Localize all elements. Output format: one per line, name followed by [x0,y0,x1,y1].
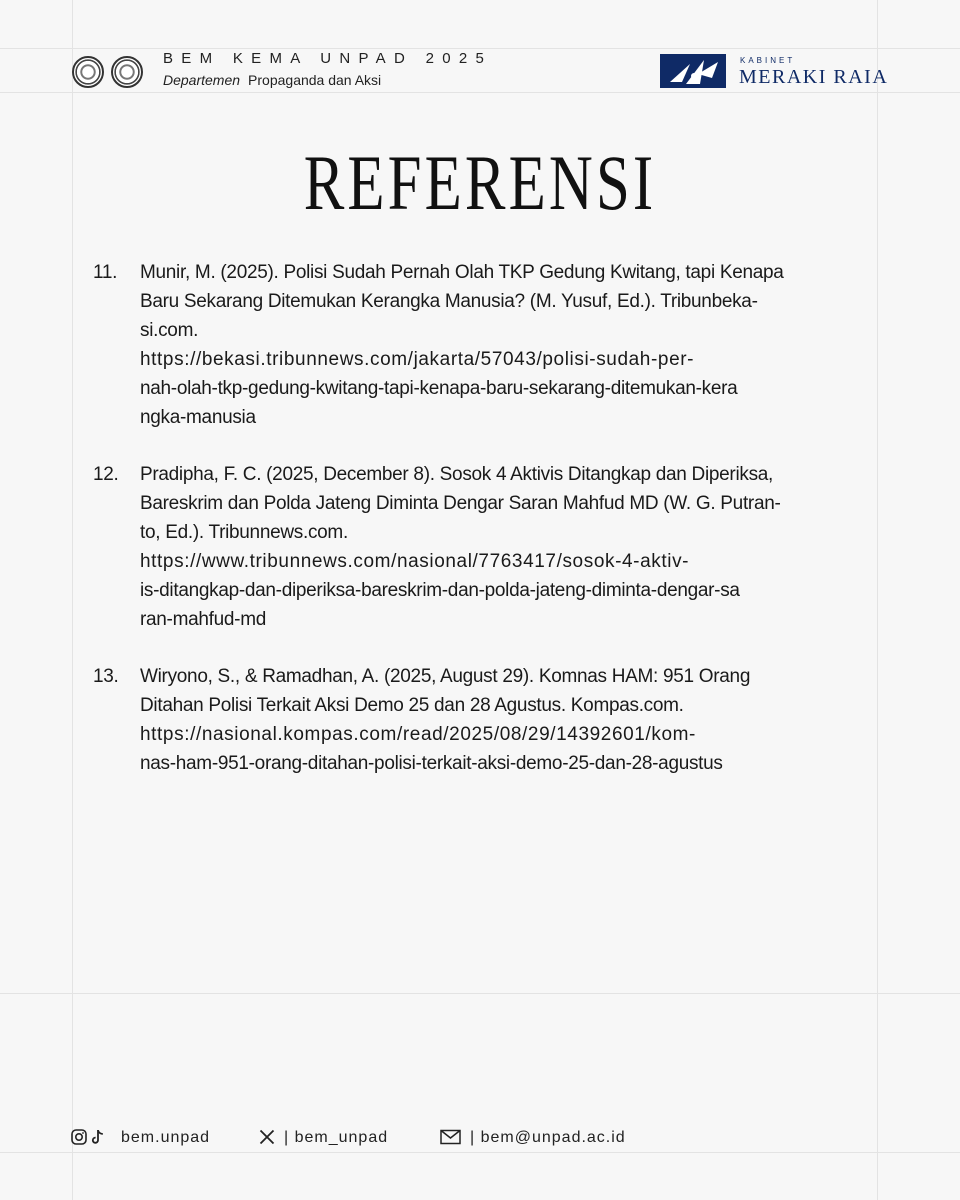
reference-url-line[interactable]: is-ditangkap-dan-diperiksa-bareskrim-dan-polda-jateng-diminta-dengar-sa [140,580,740,601]
instagram-icon[interactable] [71,1129,87,1145]
reference-text-line: Bareskrim dan Polda Jateng Diminta Dengar Saran Mahfud MD (W. G. Putran- [140,493,781,514]
reference-text-line: Baru Sekarang Ditemukan Kerangka Manusia? (M. Yusuf, Ed.). Tribunbeka- [140,291,758,312]
reference-number: 11. [93,262,118,283]
tiktok-icon[interactable] [91,1129,105,1145]
grid-line-vertical-right [877,0,878,1200]
reference-number: 12. [93,464,119,485]
reference-text-line: si.com. [140,320,199,341]
email-address[interactable]: | bem@unpad.ac.id [470,1129,626,1146]
reference-url-line[interactable]: ngka-manusia [140,407,256,428]
reference-url-line[interactable]: ran-mahfud-md [140,609,266,630]
x-handle[interactable]: | bem_unpad [284,1129,389,1146]
reference-item [93,258,868,432]
department-label [163,72,381,88]
reference-item [93,662,868,778]
reference-url-line[interactable]: nas-ham-951-orang-ditahan-polisi-terkait-aksi-demo-25-dan-28-agustus [140,753,723,774]
bem-seal-logo [111,56,143,88]
grid-line-vertical-left [72,0,73,1200]
page-title: REFERENSI [303,139,657,226]
reference-text-line: to, Ed.). Tribunnews.com. [140,522,348,543]
reference-url-line[interactable]: https://bekasi.tribunnews.com/jakarta/57043/polisi-sudah-per- [140,349,695,370]
grid-line-horizontal-bottom [0,993,960,994]
header [0,0,960,110]
x-icon[interactable] [259,1129,275,1145]
reference-text-line: Munir, M. (2025). Polisi Sudah Pernah Olah TKP Gedung Kwitang, tapi Kenapa [140,262,784,283]
cabinet-label: KABINET [740,56,796,65]
footer [0,1124,960,1154]
org-name: BEM KEMA UNPAD 2025 [163,50,493,67]
reference-url-line[interactable]: nah-olah-tkp-gedung-kwitang-tapi-kenapa-baru-sekarang-ditemukan-kera [140,378,738,399]
reference-text-line: Pradipha, F. C. (2025, December 8). Sosok 4 Aktivis Ditangkap dan Diperiksa, [140,464,774,485]
cabinet-name: MERAKI RAIA [739,66,889,88]
unpad-seal-logo [72,56,104,88]
department-name: Propaganda dan Aksi [248,72,382,88]
reference-url-line[interactable]: https://www.tribunnews.com/nasional/7763417/sosok-4-aktiv- [140,551,690,572]
mail-icon[interactable] [440,1129,461,1145]
reference-text-line: Ditahan Polisi Terkait Aksi Demo 25 dan 28 Agustus. Kompas.com. [140,695,684,716]
reference-text-line: Wiryono, S., & Ramadhan, A. (2025, August 29). Komnas HAM: 951 Orang [140,666,751,687]
reference-list [93,258,868,806]
reference-item [93,460,868,634]
reference-number: 13. [93,666,119,687]
cabinet-logo-icon [660,54,726,88]
reference-url-line[interactable]: https://nasional.kompas.com/read/2025/08/29/14392601/kom- [140,724,696,745]
department-prefix: Departemen [163,72,241,88]
instagram-tiktok-handle[interactable]: bem.unpad [121,1129,211,1146]
